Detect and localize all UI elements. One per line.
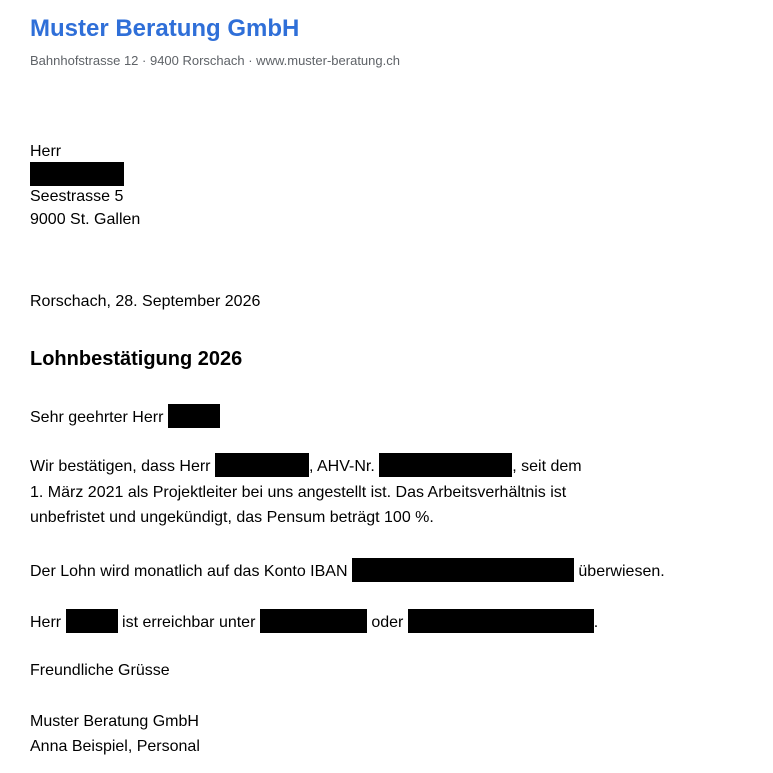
paragraph-confirmation bbox=[30, 454, 720, 531]
closing-signer: Anna Beispiel, Personal bbox=[30, 738, 200, 755]
redacted-iban bbox=[352, 558, 574, 582]
redacted-phone bbox=[260, 609, 367, 633]
text-segment: oder bbox=[371, 614, 404, 632]
paragraph-line: 1. März 2021 als Projektleiter bei uns angestellt ist. Das Arbeitsverhältnis ist bbox=[30, 483, 567, 501]
text-segment: überwiesen. bbox=[578, 563, 665, 581]
redacted-ahv-number bbox=[379, 453, 512, 477]
greeting bbox=[30, 406, 220, 430]
text-segment: Wir bestätigen, dass Herr bbox=[30, 458, 211, 475]
text-segment: . bbox=[593, 614, 599, 632]
text-segment: ist erreichbar unter bbox=[122, 614, 256, 632]
paragraph-line bbox=[30, 454, 720, 480]
closing-regards: Freundliche Grüsse bbox=[30, 662, 170, 679]
date-line: Rorschach, 28. September 2026 bbox=[30, 293, 261, 310]
text-segment: Herr bbox=[30, 614, 62, 632]
company-address: Bahnhofstrasse 12 · 9400 Rorschach · www.muster-beratung.ch bbox=[30, 53, 400, 68]
recipient-city: 9000 St. Gallen bbox=[30, 211, 141, 228]
redacted-name bbox=[215, 453, 309, 477]
text-segment: , seit dem bbox=[512, 458, 582, 475]
paragraph-line: unbefristet und ungekündigt, das Pensum beträgt 100 %. bbox=[30, 509, 434, 526]
greeting-text: Sehr geehrter Herr bbox=[30, 409, 164, 427]
text-segment: , AHV-Nr. bbox=[308, 458, 375, 475]
redacted-name bbox=[168, 404, 220, 428]
paragraph-salary bbox=[30, 560, 665, 584]
paragraph-contact bbox=[30, 611, 598, 635]
redacted-name bbox=[66, 609, 118, 633]
letter-subject: Lohnbestätigung 2026 bbox=[30, 348, 243, 370]
company-name: Muster Beratung GmbH bbox=[30, 15, 300, 42]
recipient-street: Seestrasse 5 bbox=[30, 188, 124, 205]
redacted-email bbox=[408, 609, 594, 633]
text-segment: Der Lohn wird monatlich auf das Konto IBAN bbox=[30, 563, 348, 581]
recipient-salutation: Herr bbox=[30, 143, 62, 160]
redacted-recipient-name bbox=[30, 162, 124, 186]
closing-company: Muster Beratung GmbH bbox=[30, 713, 199, 730]
